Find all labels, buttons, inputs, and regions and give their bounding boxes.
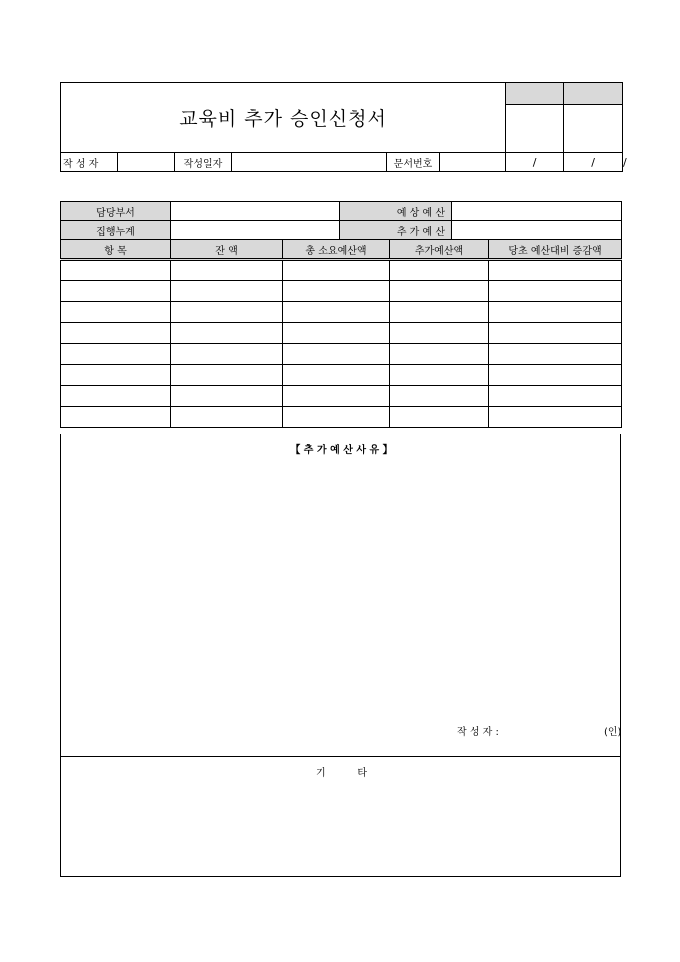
approval-header-1 xyxy=(506,83,564,105)
budget-cell-balance[interactable] xyxy=(171,407,283,428)
budget-cell-additional[interactable] xyxy=(390,302,489,323)
date-slash-2: / xyxy=(564,153,623,172)
budget-cell-balance[interactable] xyxy=(171,281,283,302)
budget-cell-change[interactable] xyxy=(489,281,622,302)
budget-cell-additional[interactable] xyxy=(390,260,489,281)
col-header-change: 당초 예산대비 증감액 xyxy=(489,240,622,260)
seal-label: (인) xyxy=(604,727,622,738)
approval-header-2 xyxy=(564,83,623,105)
author-label: 작 성 자 xyxy=(61,153,118,172)
budget-row xyxy=(61,281,622,302)
budget-row xyxy=(61,323,622,344)
budget-cell-total[interactable] xyxy=(283,323,390,344)
docno-label: 문서번호 xyxy=(387,153,440,172)
expected-budget-label: 예 상 예 산 xyxy=(340,202,452,221)
budget-cell-item[interactable] xyxy=(61,344,171,365)
budget-cell-change[interactable] xyxy=(489,386,622,407)
budget-cell-item[interactable] xyxy=(61,407,171,428)
dept-label: 담당부서 xyxy=(61,202,171,221)
budget-cell-balance[interactable] xyxy=(171,260,283,281)
budget-cell-total[interactable] xyxy=(283,386,390,407)
budget-cell-balance[interactable] xyxy=(171,344,283,365)
approval-sign-2[interactable] xyxy=(564,105,623,153)
budget-cell-item[interactable] xyxy=(61,281,171,302)
form-title-cell xyxy=(61,83,506,153)
signer-label: 작 성 자 : xyxy=(457,727,499,738)
budget-cell-item[interactable] xyxy=(61,323,171,344)
budget-cell-total[interactable] xyxy=(283,281,390,302)
cumulative-field[interactable] xyxy=(171,221,340,240)
budget-cell-additional[interactable] xyxy=(390,407,489,428)
form-title: 교육비 추가 승인신청서 xyxy=(179,108,387,130)
budget-row xyxy=(61,365,622,386)
budget-row xyxy=(61,407,622,428)
budget-cell-total[interactable] xyxy=(283,302,390,323)
date-field[interactable] xyxy=(232,153,387,172)
dept-field[interactable] xyxy=(171,202,340,221)
budget-cell-total[interactable] xyxy=(283,260,390,281)
expected-budget-field[interactable] xyxy=(452,202,622,221)
other-section xyxy=(60,756,621,877)
budget-row xyxy=(61,302,622,323)
budget-row xyxy=(61,260,622,281)
additional-budget-label: 추 가 예 산 xyxy=(340,221,452,240)
reason-section xyxy=(60,434,621,757)
budget-row xyxy=(61,344,622,365)
budget-cell-additional[interactable] xyxy=(390,344,489,365)
budget-cell-item[interactable] xyxy=(61,365,171,386)
budget-cell-balance[interactable] xyxy=(171,323,283,344)
budget-row xyxy=(61,386,622,407)
budget-cell-item[interactable] xyxy=(61,260,171,281)
budget-cell-balance[interactable] xyxy=(171,302,283,323)
other-heading: 기 타 xyxy=(315,768,368,779)
col-header-item: 항 목 xyxy=(61,240,171,260)
budget-cell-additional[interactable] xyxy=(390,323,489,344)
budget-cell-change[interactable] xyxy=(489,365,622,386)
col-header-balance: 잔 액 xyxy=(171,240,283,260)
budget-table xyxy=(60,201,622,428)
date-slash-1: / xyxy=(506,153,564,172)
date-label: 작성일자 xyxy=(175,153,232,172)
budget-cell-change[interactable] xyxy=(489,302,622,323)
col-header-total: 총 소요예산액 xyxy=(283,240,390,260)
budget-cell-item[interactable] xyxy=(61,302,171,323)
docno-field[interactable] xyxy=(440,153,506,172)
header-table: 교육비 추가 승인신청서 작 성 자 작성일자 문서번호 / / / xyxy=(60,82,623,172)
author-field[interactable] xyxy=(118,153,175,172)
cumulative-label: 집행누계 xyxy=(61,221,171,240)
budget-cell-balance[interactable] xyxy=(171,386,283,407)
col-header-additional: 추가예산액 xyxy=(390,240,489,260)
budget-rows xyxy=(61,260,622,428)
budget-cell-change[interactable] xyxy=(489,407,622,428)
budget-cell-total[interactable] xyxy=(283,407,390,428)
budget-cell-total[interactable] xyxy=(283,344,390,365)
budget-cell-change[interactable] xyxy=(489,344,622,365)
budget-cell-total[interactable] xyxy=(283,365,390,386)
budget-cell-additional[interactable] xyxy=(390,386,489,407)
budget-cell-change[interactable] xyxy=(489,260,622,281)
budget-cell-balance[interactable] xyxy=(171,365,283,386)
reason-heading: 【 추 가 예 산 사 유 】 xyxy=(290,445,393,456)
approval-sign-1[interactable] xyxy=(506,105,564,153)
additional-budget-field[interactable] xyxy=(452,221,622,240)
budget-cell-additional[interactable] xyxy=(390,365,489,386)
budget-cell-change[interactable] xyxy=(489,323,622,344)
budget-cell-item[interactable] xyxy=(61,386,171,407)
budget-cell-additional[interactable] xyxy=(390,281,489,302)
